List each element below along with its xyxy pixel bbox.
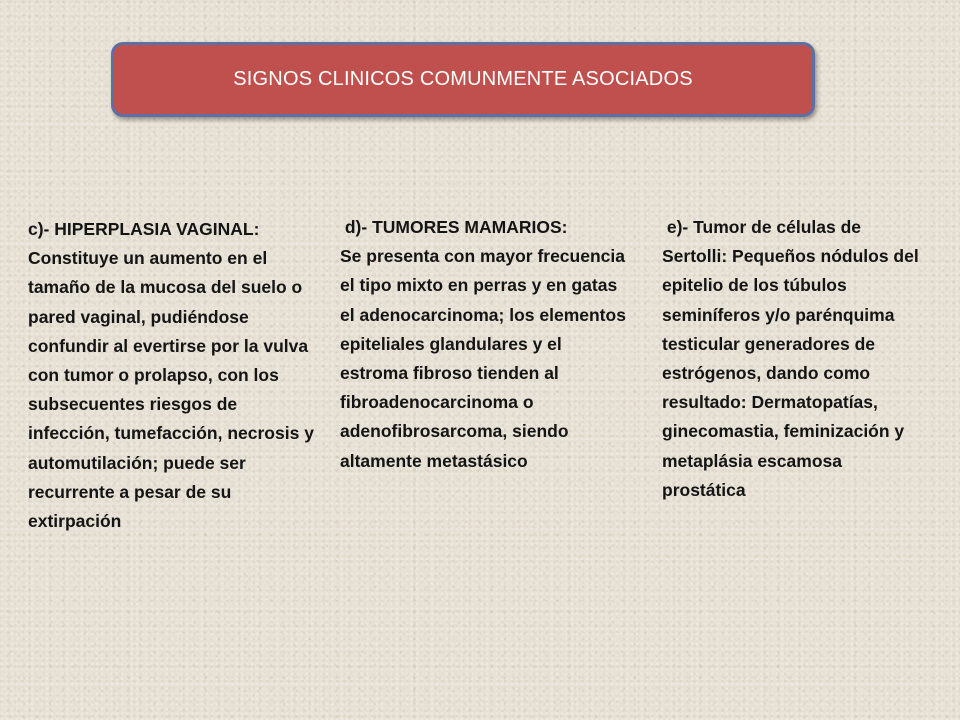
slide-title: SIGNOS CLINICOS COMUNMENTE ASOCIADOS: [233, 68, 693, 90]
column-heading: c)- HIPERPLASIA VAGINAL:: [28, 219, 260, 239]
column-hiperplasia-vaginal: [28, 215, 320, 536]
column-body: Se presenta con mayor frecuencia el tipo mixto en perras y en gatas el adenocarcinoma; los elementos epiteliales glandulares y el estroma fibroso tienden al fibroadenocarcinoma o adenofibrosarcoma, siendo altamente metastásico: [340, 246, 626, 471]
column-tumor-sertolli: [662, 213, 930, 505]
column-body: Pequeños nódulos del epitelio de los túbulos seminíferos y/o parénquima testicular generadores de estrógenos, dando como resultado: Dermatopatías, ginecomastia, feminización y metaplásia escamosa prostática: [662, 246, 919, 500]
title-banner: [111, 42, 815, 117]
column-heading: d)- TUMORES MAMARIOS:: [340, 217, 568, 237]
column-tumores-mamarios: [340, 213, 630, 476]
column-body: Constituye un aumento en el tamaño de la mucosa del suelo o pared vaginal, pudiéndose confundir al evertirse por la vulva con tumor o prolapso, con los subsecuentes riesgos de infección, tumefacción, necrosis y automutilación; puede ser recurrente a pesar de su extirpación: [28, 248, 314, 532]
column-heading: e)- Tumor de células de Sertolli:: [662, 217, 866, 267]
